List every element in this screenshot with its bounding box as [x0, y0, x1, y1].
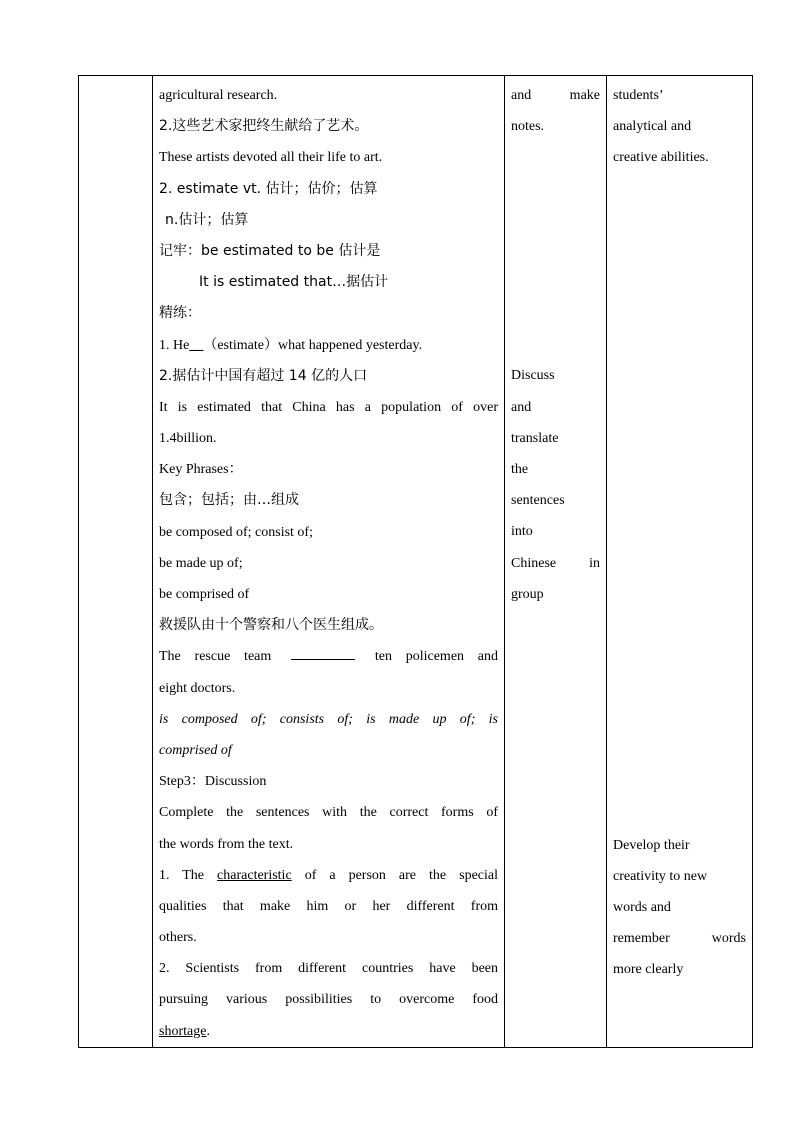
content-line: n.估计；估算: [165, 211, 249, 228]
activity-line: and make: [511, 88, 600, 103]
content-line: 1.4billion.: [159, 431, 217, 447]
lesson-plan-table: [78, 75, 753, 1048]
purpose-line: words and: [613, 899, 671, 915]
activity-line: group: [511, 586, 544, 602]
teaching-content-cell: [153, 76, 505, 1048]
content-line: 精练：: [159, 305, 201, 322]
exercise-line: 1. The characteristic of a person are the special: [159, 867, 498, 883]
activity-line: translate: [511, 430, 559, 446]
answer-line: is composed of; consists of; is made up of; is: [159, 711, 498, 727]
content-line: It is estimated that…据估计: [199, 274, 389, 291]
content-line: 2. Scientists from different countries have been: [159, 961, 498, 977]
activity-line: the: [511, 461, 529, 477]
content-line: 2.这些艺术家把终生献给了艺术。: [159, 118, 369, 135]
content-line: the words from the text.: [159, 836, 294, 852]
section-heading: Key Phrases：: [159, 462, 243, 478]
design-purpose-cell: [607, 76, 753, 1048]
exercise-line: 1. He__（estimate）what happened yesterday.: [159, 337, 423, 353]
activity-line: into: [511, 524, 533, 540]
answer-word: shortage: [159, 1023, 207, 1039]
purpose-line: more clearly: [613, 962, 684, 978]
activity-line: and: [511, 399, 532, 415]
content-line: be made up of;: [159, 555, 243, 571]
content-line: pursuing various possibilities to overcome food: [159, 992, 498, 1008]
answer-word: characteristic: [217, 867, 292, 883]
content-line: 2.据估计中国有超过 14 亿的人口: [159, 367, 368, 384]
content-line: 包含；包括；由…组成: [159, 492, 299, 509]
purpose-line: Develop their: [613, 837, 690, 853]
activity-line: sentences: [511, 493, 565, 509]
content-line: be composed of; consist of;: [159, 524, 313, 540]
content-line: eight doctors.: [159, 680, 236, 696]
activity-line: notes.: [511, 119, 545, 135]
purpose-line: creative abilities.: [613, 150, 709, 166]
student-activity-cell: [505, 76, 607, 1048]
content-line: be comprised of: [159, 587, 250, 602]
purpose-line: analytical and: [613, 119, 692, 135]
purpose-line: creativity to new: [613, 868, 708, 884]
content-line: agricultural research.: [159, 88, 278, 103]
content-line: Complete the sentences with the correct forms of: [159, 805, 498, 821]
table-row: [79, 76, 753, 1048]
blank-left-cell: [79, 76, 153, 1048]
fill-blank: __: [189, 337, 204, 353]
activity-line: Chinese in: [511, 555, 600, 571]
content-line: 记牢：be estimated to be 估计是: [159, 242, 381, 259]
content-line: These artists devoted all their life to art.: [159, 150, 383, 166]
content-line: 救援队由十个警察和八个医生组成。: [159, 617, 383, 634]
content-line: It is estimated that China has a population of over: [159, 399, 498, 415]
activity-line: Discuss: [511, 368, 555, 384]
exercise-line: shortage.: [159, 1023, 210, 1039]
purpose-line: students’: [613, 88, 664, 103]
content-line: others.: [159, 930, 197, 946]
section-heading: Step3：Discussion: [159, 774, 267, 790]
fill-blank: [291, 645, 355, 660]
exercise-line: The rescue team ten policemen and: [159, 641, 498, 672]
content-line: qualities that make him or her different from: [159, 898, 498, 914]
answer-line: comprised of: [159, 742, 232, 758]
purpose-line: remember words: [613, 931, 746, 947]
content-line: 2. estimate vt. 估计；估价；估算: [159, 180, 378, 197]
